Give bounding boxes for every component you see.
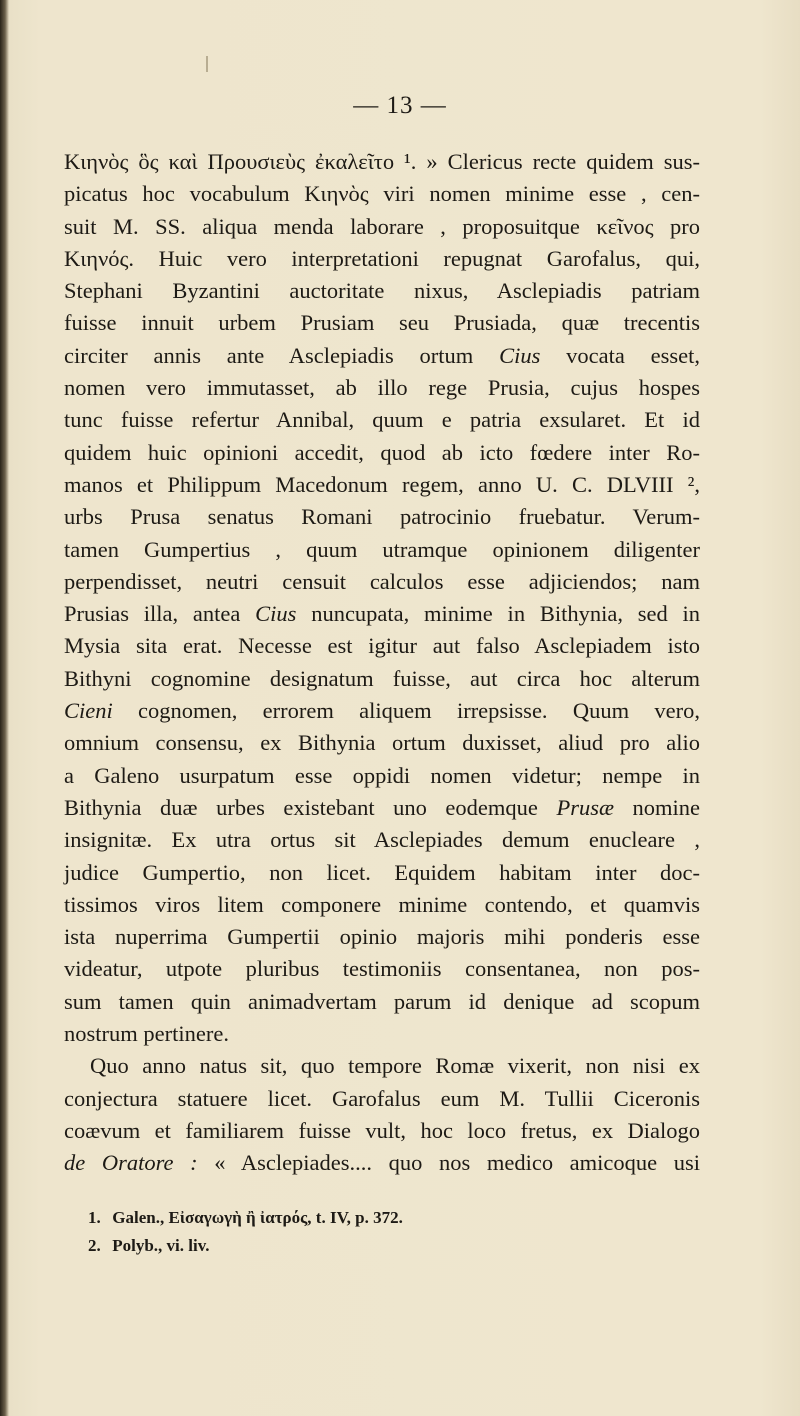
text-line: nomen vero immutasset, ab illo rege Prusia, cujus hospes: [64, 375, 700, 401]
text-line: omnium consensu, ex Bithynia ortum duxisset, aliud pro alio: [64, 730, 700, 756]
binding-edge: [0, 0, 9, 1416]
text-line: fuisse innuit urbem Prusiam seu Prusiada, quæ trecentis: [64, 310, 700, 336]
paper-mark: [206, 56, 208, 72]
text-line: coævum et familiarem fuisse vult, hoc loco fretus, ex Dialogo: [64, 1117, 700, 1143]
footnote-text: Polyb., vi. liv.: [112, 1236, 210, 1255]
text-line: perpendisset, neutri censuit calculos esse adjiciendos; nam: [64, 568, 700, 594]
text-line: Cieni cognomen, errorem aliquem irrepsisse. Quum vero,: [64, 698, 700, 724]
text-line: sum tamen quin animadvertam parum id denique ad scopum: [64, 988, 700, 1014]
paragraph-start-line: Quo anno natus sit, quo tempore Romæ vixerit, non nisi ex: [90, 1053, 700, 1079]
footnotes: [88, 1204, 403, 1260]
italic-word: Cius: [255, 601, 297, 627]
italic-word: Cieni: [64, 698, 113, 724]
text-line: Stephani Byzantini auctoritate nixus, Asclepiadis patriam: [64, 278, 700, 304]
text-line: urbs Prusa senatus Romani patrocinio fruebatur. Verum-: [64, 504, 700, 530]
text-line: picatus hoc vocabulum Κιηνὸς viri nomen minime esse , cen-: [64, 181, 700, 207]
footnote: [88, 1204, 403, 1232]
text-line: manos et Philippum Macedonum regem, anno U. C. DLVIII ²,: [64, 471, 700, 497]
text-line: Prusias illa, antea Cius nuncupata, minime in Bithynia, sed in: [64, 601, 700, 627]
text-line: tunc fuisse refertur Annibal, quum e patria exsularet. Et id: [64, 407, 700, 433]
italic-word: Cius: [499, 342, 541, 368]
body-text: [64, 146, 700, 1180]
text-line: de Oratore : « Asclepiades.... quo nos medico amicoque usi: [64, 1150, 700, 1176]
footnote-number: 2.: [88, 1236, 101, 1255]
text-line: conjectura statuere licet. Garofalus eum M. Tullii Ciceronis: [64, 1085, 700, 1111]
text-line: Mysia sita erat. Necesse est igitur aut falso Asclepiadem isto: [64, 633, 700, 659]
text-line: judice Gumpertio, non licet. Equidem habitam inter doc-: [64, 859, 700, 885]
text-line: tissimos viros litem componere minime contendo, et quamvis: [64, 891, 700, 917]
text-line: tamen Gumpertius , quum utramque opinionem diligenter: [64, 536, 700, 562]
text-line: circiter annis ante Asclepiadis ortum Cius vocata esset,: [64, 342, 700, 368]
text-line: Bithyni cognomine designatum fuisse, aut circa hoc alterum: [64, 665, 700, 691]
text-line: insignitæ. Ex utra ortus sit Asclepiades demum enucleare ,: [64, 827, 700, 853]
text-line: Κιηνός. Huic vero interpretationi repugnat Garofalus, qui,: [64, 245, 700, 271]
text-line: a Galeno usurpatum esse oppidi nomen videtur; nempe in: [64, 762, 700, 788]
paragraph-end-line: nostrum pertinere.: [64, 1021, 229, 1047]
text-line: Bithynia duæ urbes existebant uno eodemque Prusæ nomine: [64, 794, 701, 820]
footnote-number: 1.: [88, 1208, 101, 1227]
text-line: videatur, utpote pluribus testimoniis consentanea, non pos-: [64, 956, 700, 982]
text-line: Κιηνὸς ὃς καὶ Προυσιεὺς ἐκαλεῖτο ¹. » Clericus recte quidem sus-: [64, 149, 700, 174]
text-line: quidem huic opinioni accedit, quod ab icto fœdere inter Ro-: [64, 439, 700, 465]
footnote: [88, 1232, 403, 1260]
text-line: ista nuperrima Gumpertii opinio majoris mihi ponderis esse: [64, 924, 700, 950]
page-number: — 13 —: [353, 92, 447, 119]
text-line: suit M. SS. aliqua menda laborare , proposuitque κεῖνος pro: [64, 213, 700, 239]
italic-word: de Oratore :: [64, 1150, 198, 1176]
footnote-text: Galen., Εἰσαγωγὴ ἢ ἰατρός, t. IV, p. 372.: [112, 1208, 403, 1227]
italic-word: Prusæ: [556, 794, 614, 820]
